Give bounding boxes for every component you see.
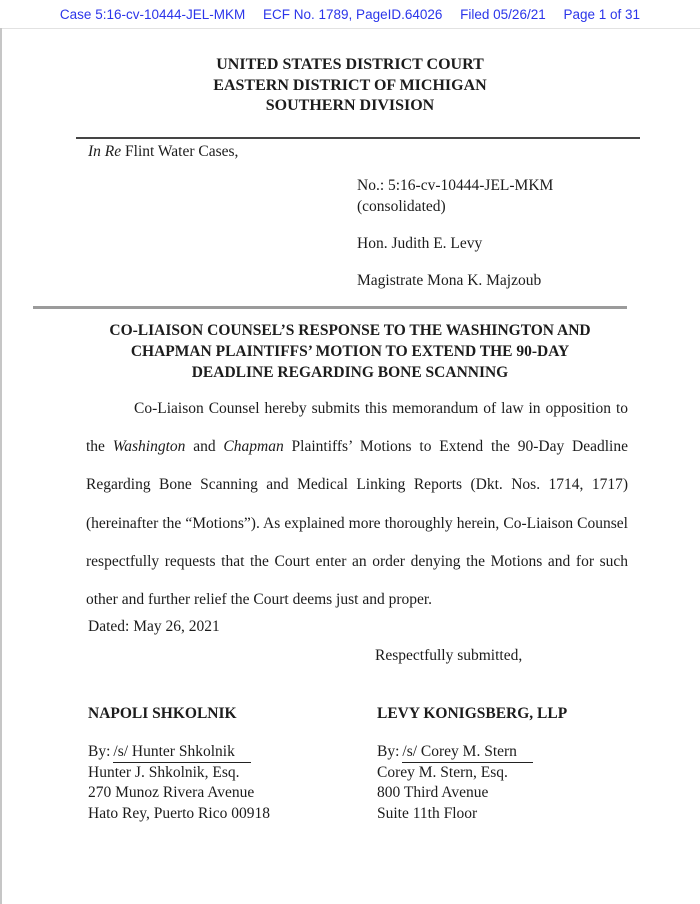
address-line-1: 270 Munoz Rivera Avenue (88, 784, 255, 802)
ecf-filed-date: Filed 05/26/21 (460, 7, 546, 22)
ecf-case-number: Case 5:16-cv-10444-JEL-MKM (59, 7, 246, 22)
dated-line: Dated: May 26, 2021 (88, 618, 220, 635)
caption-magistrate: Magistrate Mona K. Majzoub (357, 272, 542, 289)
case-name: In Re Flint Water Cases, (88, 143, 239, 160)
caption-top-rule (76, 137, 640, 139)
signature-block-napoli (88, 704, 270, 824)
response-heading-line-1: CO-LIAISON COUNSEL’S RESPONSE TO THE WASHINGTON AND (109, 322, 591, 339)
caption-consolidated: (consolidated) (357, 198, 446, 215)
ecf-page-count: Page 1 of 31 (563, 7, 641, 22)
respectfully-submitted: Respectfully submitted, (375, 647, 523, 664)
ecf-doc-number: ECF No. 1789, PageID.64026 (263, 7, 443, 22)
firm-name: NAPOLI SHKOLNIK (88, 705, 237, 722)
attorney-name: Corey M. Stern, Esq. (377, 764, 508, 781)
response-heading-line-3: DEADLINE REGARDING BONE SCANNING (191, 364, 509, 381)
court-title-line-1: UNITED STATES DISTRICT COURT (216, 56, 484, 73)
by-line (88, 741, 270, 763)
by-label: By: (377, 743, 400, 760)
response-heading-line-2: CHAPMAN PLAINTIFFS’ MOTION TO EXTEND THE 90-DAY (130, 343, 570, 360)
by-line (377, 741, 567, 763)
response-heading (30, 320, 670, 383)
caption-case-number: No.: 5:16-cv-10444-JEL-MKM (357, 177, 554, 194)
scan-left-edge (0, 28, 2, 904)
address-line-2: Suite 11th Floor (377, 804, 478, 822)
caption-right-column (357, 175, 553, 291)
attorney-name: Hunter J. Shkolnik, Esq. (88, 764, 240, 781)
signature-block-levy (377, 704, 567, 824)
address-line-2: Hato Rey, Puerto Rico 00918 (88, 804, 270, 822)
caption-bottom-rule (33, 306, 627, 309)
by-label: By: (88, 743, 111, 760)
court-title-line-2: EASTERN DISTRICT OF MICHIGAN (213, 76, 487, 94)
firm-name: LEVY KONIGSBERG, LLP (377, 705, 568, 722)
signature-text: /s/ Hunter Shkolnik (113, 741, 250, 763)
scan-top-edge (0, 28, 700, 29)
court-title (0, 55, 700, 117)
caption-judge: Hon. Judith E. Levy (357, 235, 483, 252)
body-paragraph: Co-Liaison Counsel hereby submits this memorandum of law in opposition to the Washington and Chapman Plaintiffs’ Motions to Extend the 90-Day Deadline Regarding Bone Scanning and Medical Linking Reports (Dkt. Nos. 1714, 1717) (hereinafter the “Motions”). As explained more thoroughly herein, Co-Liaison Counsel respectfully requests that the Court enter an order denying the Motions and for such other and further relief the Court deems just and proper. (86, 400, 628, 609)
ecf-stamp-header (0, 7, 700, 22)
court-title-line-3: SOUTHERN DIVISION (265, 97, 435, 114)
signature-text: /s/ Corey M. Stern (402, 741, 533, 763)
address-line-1: 800 Third Avenue (377, 784, 489, 802)
